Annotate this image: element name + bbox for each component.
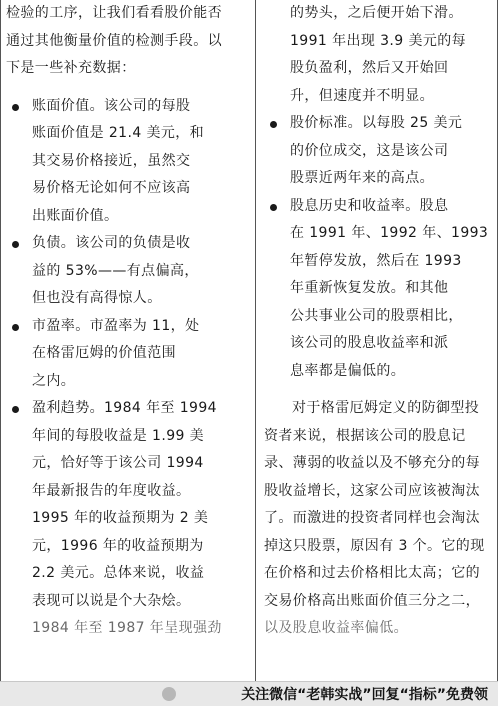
- text-line: 1995 年的收益预期为 2 美: [32, 510, 209, 526]
- watermark-bar: [0, 681, 498, 706]
- bullet-item-price-standard: 股价标准。以每股 25 美元: [264, 110, 492, 138]
- text-line: 股负盈利，然后又开始回: [290, 60, 449, 76]
- text-line: 账面价值是 21.4 美元，和: [32, 125, 205, 141]
- bullet-item-dividend-history: 股息历史和收益率。股息: [264, 193, 492, 221]
- bullet-item-debt: 负债。该公司的负债是收: [6, 230, 248, 258]
- paragraph-line: 对于格雷厄姆定义的防御型投: [292, 400, 480, 416]
- text-line: 升，但速度并不明显。: [290, 87, 434, 104]
- text-line: 公共事业公司的股票相比，: [290, 307, 463, 324]
- left-column: [6, 0, 248, 643]
- watermark-text: 关注微信“老韩实战”回复“指标”免费领: [241, 687, 488, 703]
- text-line: 元，1996 年的收益预期为: [32, 537, 204, 554]
- text-line: 表现可以说是个大杂烩。: [32, 592, 191, 609]
- paragraph-line: 以及股息收益率偏低。: [264, 620, 408, 636]
- text-line: 年重新恢复发放。和其他: [290, 280, 449, 296]
- paragraph-line: 了。而激进的投资者同样也会淘汰: [264, 510, 480, 526]
- text-line: 年间的每股收益是 1.99 美: [32, 427, 205, 444]
- text-line: 通过其他衡量价值的检测手段。以: [6, 32, 222, 49]
- text-line: 年暂停发放，然后在 1993: [290, 252, 462, 269]
- paragraph-line: 股收益增长，这家公司应该被淘汰: [264, 482, 480, 499]
- paragraph-line: 资者来说，根据该公司的股息记: [264, 427, 466, 444]
- text-line: 易价格无论如何不应该高: [32, 180, 191, 196]
- paragraph-line: 掉这只股票，原因有 3 个。它的现: [264, 537, 485, 554]
- text-line: 益的 53%——有点偏高，: [32, 262, 199, 279]
- column-divider: [255, 0, 256, 684]
- paragraph-line: 交易价格高出账面价值三分之二，: [264, 592, 480, 609]
- text-line: 息率都是偏低的。: [290, 362, 406, 379]
- text-line: 年最新报告的年度收益。: [32, 482, 191, 499]
- right-column: [264, 0, 492, 643]
- bullet-item-earnings-trend: 盈利趋势。1984 年至 1994: [6, 395, 248, 423]
- text-line: 在 1991 年、1992 年、1993: [290, 225, 489, 241]
- text-line: 但也没有高得惊人。: [32, 290, 162, 306]
- text-line: 元，恰好等于该公司 1994: [32, 455, 204, 471]
- bullet-item-pe-ratio: 市盈率。市盈率为 11，处: [6, 313, 248, 341]
- text-line: 检验的工序，让我们看看股价能否: [6, 5, 222, 21]
- paragraph-line: 录、薄弱的收益以及不够充分的每: [264, 455, 480, 471]
- text-line: 出账面价值。: [32, 207, 119, 224]
- text-line: 1991 年出现 3.9 美元的每: [290, 32, 467, 49]
- text-line: 的价位成交，这是该公司: [290, 142, 449, 159]
- text-line: 之内。: [32, 372, 76, 389]
- text-line: 在格雷厄姆的价值范围: [32, 345, 176, 361]
- text-line: 其交易价格接近，虽然交: [32, 152, 191, 169]
- text-line: 下是一些补充数据：: [6, 60, 136, 76]
- text-line: 股票近两年来的高点。: [290, 170, 434, 186]
- text-line: 2.2 美元。总体来说，收益: [32, 565, 205, 581]
- bullet-item-book-value: 账面价值。该公司的每股: [6, 93, 248, 121]
- text-line: 1984 年至 1987 年呈现强劲: [32, 620, 222, 636]
- wechat-logo-icon: [162, 687, 176, 701]
- text-line: 的势头，之后便开始下滑。: [290, 5, 463, 21]
- paragraph-line: 在价格和过去价格相比太高；它的: [264, 565, 480, 581]
- text-line: 该公司的股息收益率和派: [290, 335, 449, 351]
